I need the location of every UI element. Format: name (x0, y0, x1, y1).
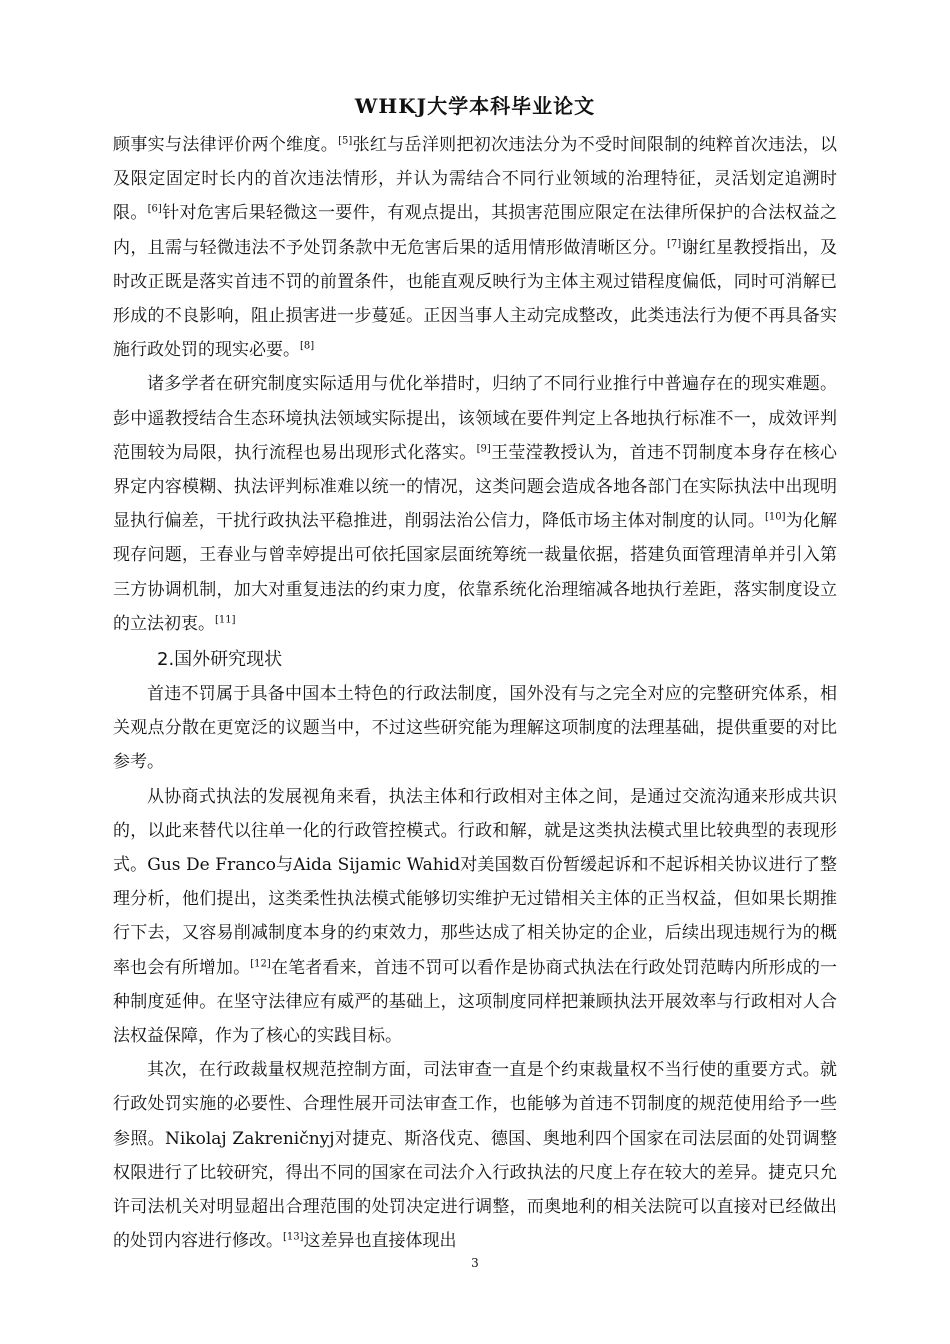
citation-marker: [11] (215, 614, 236, 626)
section-heading: 2.国外研究现状 (157, 649, 283, 671)
paragraph-text: 其次，在行政裁量权规范控制方面，司法审查一直是个约束裁量权不当行使的重要方式。就行政处罚实施的必要性、合理性展开司法审查工作，也能够为首违不罚制度的规范使用给予一些参照。Nikolaj Zakreničnyj对捷克、斯洛伐克、德国、奥地利四个国家在司法层面的处罚调整权限进行了比较研究，得出不同的国家在司法介入行政执法的尺度上存在较大的差异。捷克只允许司法机关对明显超出合理范围的处罚决定进行调整，而奥地利的相关法院可以直接对已经做出的处罚内容进行修改。 (113, 1060, 837, 1252)
paragraph-text: 为化解现存问题，王春业与曾幸婷提出可依托国家层面统筹统一裁量依据，搭建负面管理清单并引入第三方协调机制，加大对重复违法的约束力度，依靠系统化治理缩减各地执行差距，落实制度设立的立法初衷。 (113, 511, 838, 634)
body-paragraph (113, 1053, 837, 1258)
citation-marker: [6] (147, 203, 162, 215)
body-paragraph (113, 128, 837, 367)
citation-marker: [9] (476, 443, 491, 455)
paragraph-text: 王莹滢教授认为，首违不罚制度本身存在核心界定内容模糊、执法评判标准难以统一的情况，这类问题会造成各地各部门在实际执法中出现明显执行偏差，干扰行政执法平稳推进，削弱法治公信力，降低市场主体对制度的认同。 (113, 442, 838, 532)
page-number: 3 (471, 1256, 479, 1270)
citation-marker: [13] (283, 1231, 304, 1243)
citation-marker: [7] (667, 237, 682, 249)
citation-marker: [12] (250, 958, 271, 970)
paragraph-text: 在笔者看来，首违不罚可以看作是协商式执法在行政处罚范畴内所形成的一种制度延伸。在坚守法律应有威严的基础上，这项制度同样把兼顾执法开展效率与行政相对人合法权益保障，作为了核心的实践目标。 (113, 957, 838, 1047)
paragraph-text: 这差异也直接体现出 (303, 1231, 457, 1252)
citation-marker: [8] (300, 340, 315, 352)
paragraph-text: 顾事实与法律评价两个维度。 (113, 135, 339, 155)
citation-marker: [10] (765, 511, 786, 523)
paragraph-text: 谢红星教授指出，及时改正既是落实首违不罚的前置条件，也能直观反映行为主体主观过错程度偏低，同时可消解已形成的不良影响，阻止损害进一步蔓延。正因当事人主动完成整改，此类违法行为便不再具备实施行政处罚的现实必要。 (113, 237, 838, 361)
paragraph-text: 针对危害后果轻微这一要件，有观点提出，其损害范围应限定在法律所保护的合法权益之内，且需与轻微违法不予处罚条款中无危害后果的适用情形做清晰区分。 (113, 203, 838, 258)
paragraph-text: 首违不罚属于具备中国本土特色的行政法制度，国外没有与之完全对应的完整研究体系，相关观点分散在更宽泛的议题当中，不过这些研究能为理解这项制度的法理基础，提供重要的对比参考。 (113, 684, 837, 773)
body-paragraph (113, 677, 837, 780)
paragraph-text: 诸多学者在研究制度实际适用与优化举措时，归纳了不同行业推行中普遍存在的现实难题。彭中遥教授结合生态环境执法领域实际提出，该领域在要件判定上各地执行标准不一，成效评判范围较为局限，执行流程也易出现形式化落实。 (113, 374, 837, 463)
body-paragraph (113, 780, 837, 1054)
paragraph-text: 张红与岳洋则把初次违法分为不受时间限制的纯粹首次违法，以及限定固定时长内的首次违法情形，并认为需结合不同行业领域的治理特征，灵活划定追溯时限。 (113, 135, 838, 224)
paragraph-text: 从协商式执法的发展视角来看，执法主体和行政相对主体之间，是通过交流沟通来形成共识的，以此来替代以往单一化的行政管控模式。行政和解，就是这类执法模式里比较典型的表现形式。Gus De Franco与Aida Sijamic Wahid对美国数百份暂缓起诉和不起诉相关协议进行了整理分析，他们提出，这类柔性执法模式能够切实维护无过错相关主体的正当权益，但如果长期推行下去，又容易削减制度本身的约束效力，那些达成了相关协定的企业，后续出现违规行为的概率也会有所增加。 (113, 786, 837, 978)
page-header-title: WHKJ大学本科毕业论文 (354, 94, 596, 118)
thesis-body (113, 128, 837, 1259)
body-paragraph (113, 367, 837, 641)
citation-marker: [5] (338, 135, 353, 147)
